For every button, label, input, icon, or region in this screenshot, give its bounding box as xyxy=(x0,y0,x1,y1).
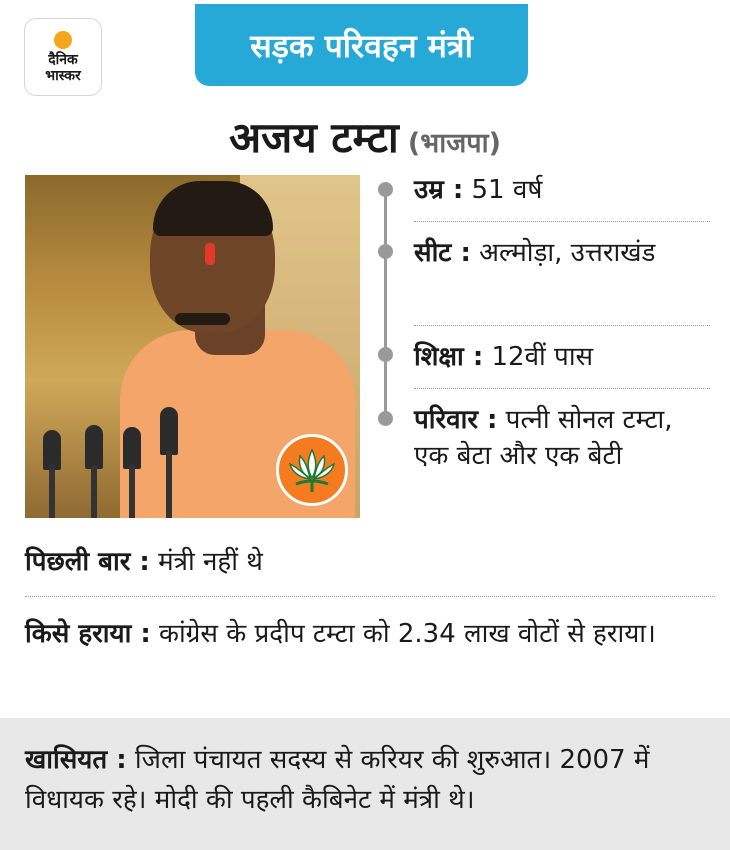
timeline-dot xyxy=(378,411,393,426)
previous-value: मंत्री नहीं थे xyxy=(149,547,263,577)
speciality-value: जिला पंचायत सदस्य से करियर की शुरुआत। 2007 में विधायक रहे। मोदी की पहली कैबिनेट में मंत्री थे। xyxy=(25,745,650,815)
detail-value: 51 वर्ष xyxy=(463,175,543,205)
previous-label: पिछली बार : xyxy=(25,547,150,577)
logo-line-2: भास्कर xyxy=(45,67,81,84)
bjp-lotus-icon xyxy=(276,434,348,506)
lotus-icon xyxy=(286,446,338,494)
detail-age xyxy=(414,172,710,208)
defeated-value: कांग्रेस के प्रदीप टम्टा को 2.34 लाख वोटों से हराया। xyxy=(150,619,656,649)
timeline-line xyxy=(384,187,387,417)
microphone-icon xyxy=(85,425,103,469)
detail-label: परिवार : xyxy=(414,405,498,435)
detail-value: अल्मोड़ा, उत्तराखंड xyxy=(470,238,656,268)
divider xyxy=(25,596,715,597)
divider xyxy=(414,221,710,222)
microphone-icon xyxy=(123,427,141,469)
divider xyxy=(414,388,710,389)
speciality-label: खासियत : xyxy=(25,745,127,775)
detail-family xyxy=(414,402,710,474)
microphone-icon xyxy=(43,430,61,470)
timeline-dot xyxy=(378,244,393,259)
previous-term xyxy=(25,542,715,582)
microphone-icon xyxy=(160,407,178,455)
logo-line-1: दैनिक xyxy=(48,51,78,68)
person-name: अजय टम्टा xyxy=(229,113,399,162)
detail-label: उम्र : xyxy=(414,175,464,205)
timeline-dot xyxy=(378,347,393,362)
defeated-label: किसे हराया : xyxy=(25,619,151,649)
sun-icon xyxy=(54,31,72,49)
dainik-bhaskar-logo xyxy=(24,18,102,96)
detail-education xyxy=(414,339,710,375)
speciality-info xyxy=(25,740,715,820)
party-name: (भाजपा) xyxy=(407,128,501,159)
detail-seat xyxy=(414,235,710,271)
name-row xyxy=(0,108,730,165)
detail-label: सीट : xyxy=(414,238,471,268)
ministry-banner: सड़क परिवहन मंत्री xyxy=(195,4,528,86)
divider xyxy=(414,325,710,326)
detail-value: पत्नी सोनल टम्टा, एक बेटा और एक बेटी xyxy=(414,405,673,471)
detail-value: 12वीं पास xyxy=(483,342,594,372)
detail-label: शिक्षा : xyxy=(414,342,484,372)
timeline-dot xyxy=(378,182,393,197)
defeated-info xyxy=(25,614,715,654)
